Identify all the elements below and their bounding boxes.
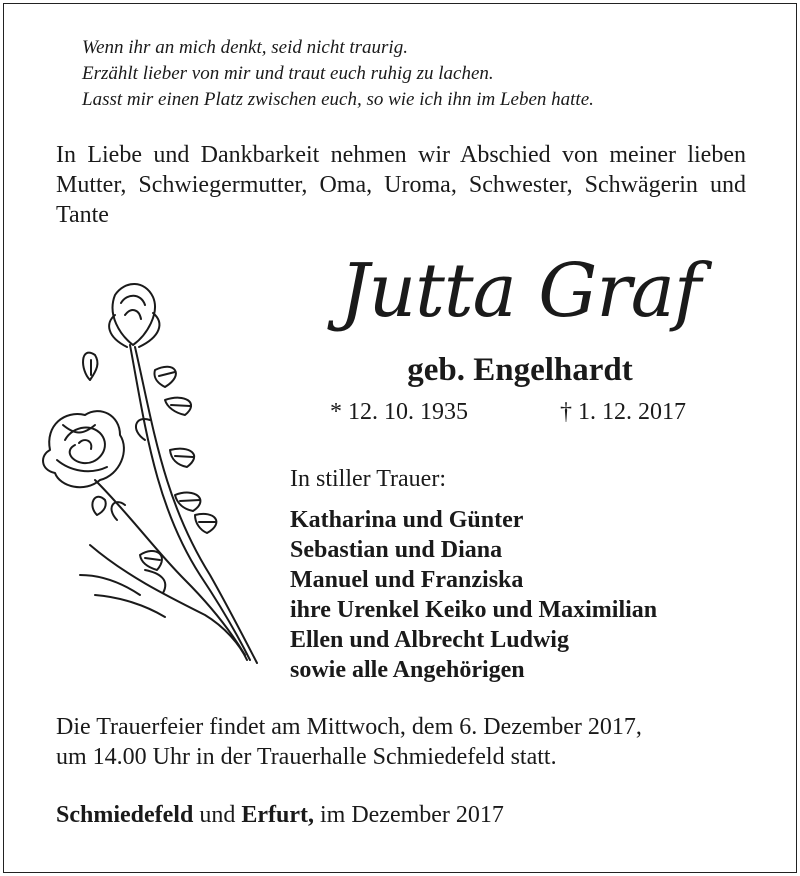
death-date: † 1. 12. 2017 bbox=[560, 399, 686, 425]
poem-line: Wenn ihr an mich denkt, seid nicht traurig. bbox=[82, 37, 408, 58]
closing-date: im Dezember 2017 bbox=[319, 802, 504, 828]
funeral-line: Die Trauerfeier findet am Mittwoch, dem 6. Dezember 2017, bbox=[56, 714, 642, 740]
deceased-name: Jutta Graf bbox=[339, 248, 701, 334]
birth-date: * 12. 10. 1935 bbox=[330, 399, 468, 425]
place-erfurt: Erfurt, bbox=[241, 802, 314, 828]
mourner: sowie alle Angehörigen bbox=[290, 657, 525, 683]
mourner: Manuel und Franziska bbox=[290, 567, 524, 593]
mourners-list bbox=[290, 505, 657, 685]
funeral-info bbox=[56, 712, 642, 772]
funeral-line: um 14.00 Uhr in der Trauerhalle Schmiedefeld statt. bbox=[56, 744, 557, 770]
poem bbox=[82, 35, 594, 113]
poem-line: Lasst mir einen Platz zwischen euch, so wie ich ihn im Leben hatte. bbox=[82, 89, 594, 110]
intro-text: In Liebe und Dankbarkeit nehmen wir Abschied von meiner lieben Mutter, Schwiegermutter, Oma, Uroma, Schwester, Schwägerin und Tante bbox=[56, 142, 746, 228]
conjunction: und bbox=[199, 802, 236, 828]
closing-line bbox=[56, 800, 504, 830]
poem-line: Erzählt lieber von mir und traut euch ruhig zu lachen. bbox=[82, 63, 494, 84]
place-schmiedefeld: Schmiedefeld bbox=[56, 802, 194, 828]
mourner: Katharina und Günter bbox=[290, 507, 524, 533]
mourner: ihre Urenkel Keiko und Maximilian bbox=[290, 597, 658, 623]
mourner: Sebastian und Diana bbox=[290, 537, 503, 563]
mourner: Ellen und Albrecht Ludwig bbox=[290, 627, 569, 653]
rose-illustration-icon bbox=[35, 275, 270, 675]
maiden-name: geb. Engelhardt bbox=[407, 352, 633, 388]
mourning-heading: In stiller Trauer: bbox=[290, 466, 446, 492]
